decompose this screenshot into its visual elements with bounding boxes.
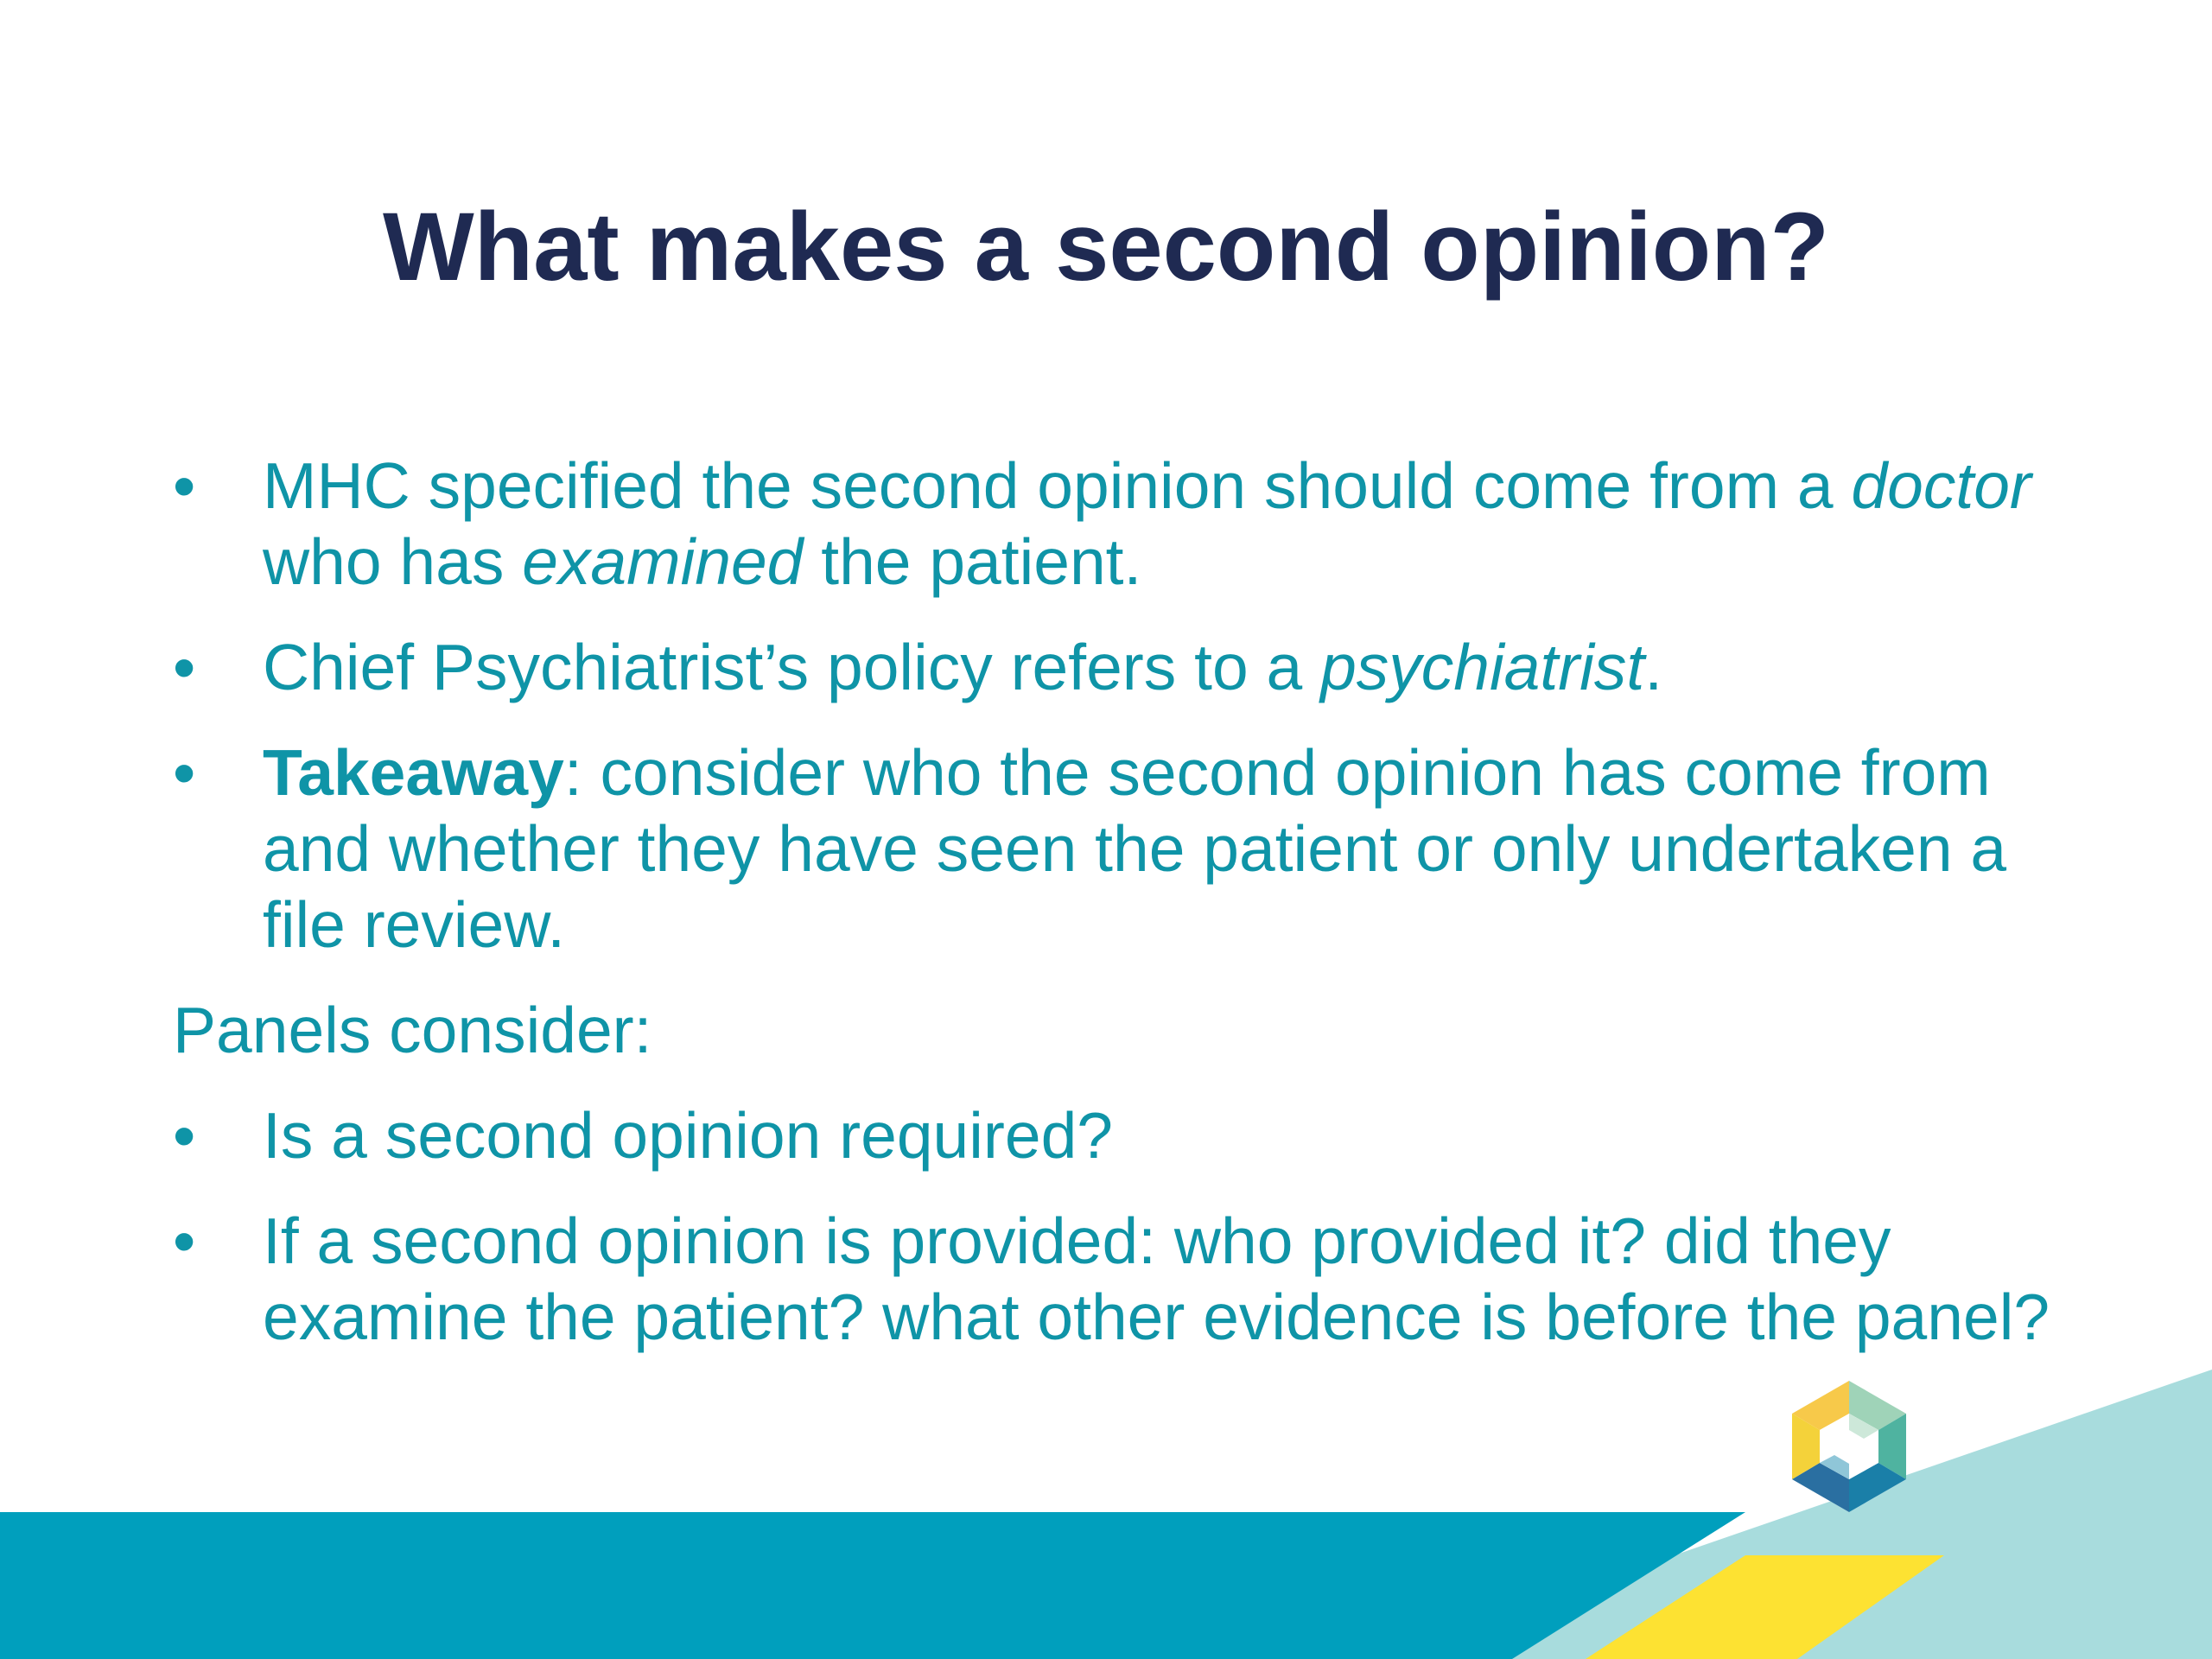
section-label: Panels consider: bbox=[173, 994, 652, 1066]
teal-band bbox=[0, 1512, 1745, 1659]
bullet-text: : consider who the second opinion has come from and whether they have seen the patient or only undertaken a file review. bbox=[263, 736, 2007, 961]
bullet-dot: • bbox=[173, 736, 196, 809]
emphasis-text: examined bbox=[522, 525, 804, 598]
bullet-text: Is a second opinion required? bbox=[263, 1099, 1114, 1172]
bullet-dot: • bbox=[173, 1205, 196, 1277]
bullet-text: If a second opinion is provided: who provided it? did they examine the patient? what other evidence is before the panel? bbox=[263, 1205, 2050, 1353]
hexagon-logo-icon bbox=[1783, 1377, 1915, 1522]
bullet-text: the patient. bbox=[803, 525, 1142, 598]
emphasis-text: doctor bbox=[1851, 449, 2031, 522]
bullet-text: MHC specified the second opinion should come from a bbox=[263, 449, 1852, 522]
bold-text: Takeaway bbox=[263, 736, 564, 809]
bullet-text: Chief Psychiatrist’s policy refers to a bbox=[263, 631, 1321, 703]
bullet-dot: • bbox=[173, 449, 196, 522]
page-title: What makes a second opinion? bbox=[382, 193, 1830, 301]
bullet-text: . bbox=[1644, 631, 1663, 703]
emphasis-text: psychiatrist bbox=[1320, 631, 1645, 703]
bullet-dot: • bbox=[173, 1099, 196, 1172]
bullet-dot: • bbox=[173, 631, 196, 703]
bullet-text: who has bbox=[263, 525, 523, 598]
